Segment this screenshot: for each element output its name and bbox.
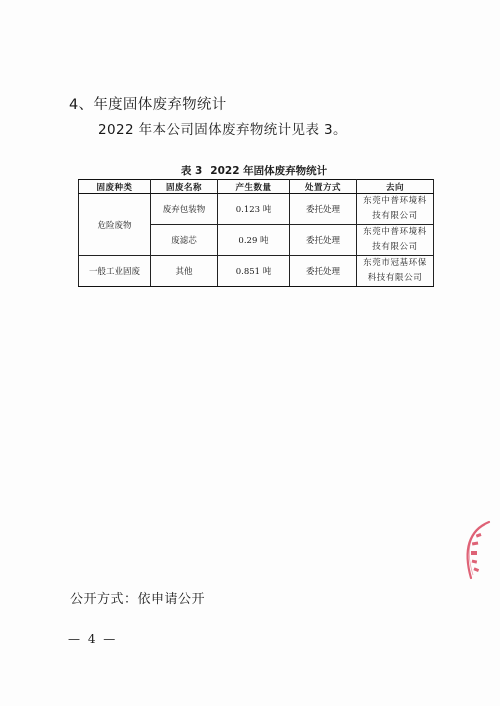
category-cell-general: 一般工业固废	[79, 256, 151, 287]
table-header-row	[79, 180, 434, 194]
waste-name-cell: 废滤芯	[151, 225, 218, 256]
destination-line: 科技有限公司	[367, 273, 423, 283]
table-caption	[0, 163, 500, 178]
table-caption-title: 2022 年固体废弃物统计	[210, 165, 328, 177]
destination-line: 东莞中普环境科	[363, 196, 427, 206]
table-caption-number: 表 3	[180, 165, 203, 177]
destination-cell	[357, 225, 434, 256]
page-number: — 4 —	[68, 632, 118, 646]
amount-cell: 0.123 吨	[218, 194, 290, 225]
amount-cell: 0.29 吨	[218, 225, 290, 256]
destination-cell	[357, 194, 434, 225]
destination-line: 东莞市冠基环保	[363, 258, 427, 268]
destination-line: 技有限公司	[372, 211, 418, 221]
amount-cell: 0.851 吨	[218, 256, 290, 287]
waste-name-cell: 其他	[151, 256, 218, 287]
disposal-cell: 委托处理	[290, 194, 357, 225]
header-category: 固废种类	[79, 180, 151, 194]
header-disposal: 处置方式	[290, 180, 357, 194]
table-row	[79, 194, 434, 225]
header-name: 固废名称	[151, 180, 218, 194]
official-seal-stamp	[455, 520, 495, 580]
category-cell-hazardous: 危险废物	[79, 194, 151, 256]
disclosure-method: 公开方式：依申请公开	[70, 592, 206, 607]
disposal-cell: 委托处理	[290, 256, 357, 287]
header-amount: 产生数量	[218, 180, 290, 194]
section-heading: 4、年度固体废弃物统计	[69, 97, 227, 113]
table-row	[79, 256, 434, 287]
destination-line: 技有限公司	[372, 242, 418, 252]
header-destination: 去向	[357, 180, 434, 194]
destination-cell	[357, 256, 434, 287]
disposal-cell: 委托处理	[290, 225, 357, 256]
intro-paragraph: 2022 年本公司固体废弃物统计见表 3。	[98, 122, 347, 138]
waste-statistics-table	[78, 179, 434, 287]
destination-line: 东莞中普环境科	[363, 227, 427, 237]
waste-name-cell: 废弃包装物	[151, 194, 218, 225]
